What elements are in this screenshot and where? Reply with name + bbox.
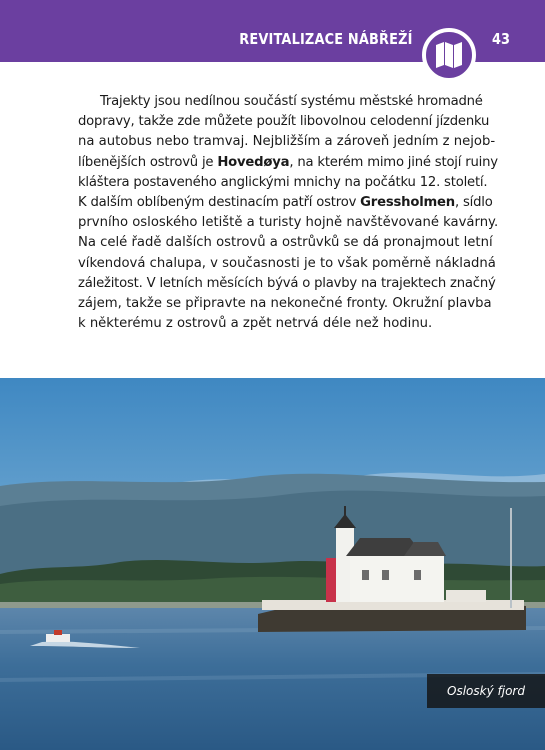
- text-line: [78, 314, 476, 334]
- text-line: [78, 173, 488, 193]
- text-line: [78, 193, 493, 213]
- text-line: [78, 274, 496, 294]
- page-number: 43: [492, 30, 510, 48]
- text-segment: líbenějších ostrovů je: [78, 154, 218, 170]
- text-segment: , sídlo: [455, 195, 493, 211]
- section-title: REVITALIZACE NÁBŘEŽÍ: [239, 30, 413, 48]
- text-line: [78, 112, 490, 132]
- text-segment: na autobus nebo tramvaj. Nejbližším a zároveň jedním z nejob-: [78, 134, 496, 150]
- body-paragraph: [78, 92, 499, 334]
- text-segment: dopravy, takže zde můžete použít libovolnou celodenní jízdenku: [78, 114, 490, 130]
- text-segment: kláštera postaveného anglickými mnichy na počátku 12. století.: [78, 174, 488, 190]
- text-segment: Trajekty jsou nedílnou součástí systému městské hromadné: [100, 94, 483, 109]
- text-segment: záležitost. V letních měsících bývá o plavby na trajektech značný: [78, 275, 496, 291]
- map-icon: [434, 42, 464, 68]
- text-segment: Na celé řadě dalších ostrovů a ostrůvků se dá pronajmout letní: [78, 235, 493, 251]
- text-line: [78, 153, 498, 173]
- text-segment: k některému z ostrovů a zpět netrvá déle než hodinu.: [78, 316, 433, 332]
- text-line: [78, 213, 499, 233]
- text-line: [78, 233, 493, 253]
- text-segment: K dalším oblíbeným destinacím patří ostrov: [78, 195, 361, 211]
- text-line: [78, 92, 483, 112]
- section-badge: [422, 28, 476, 82]
- text-segment: zájem, takže se připravte na nekonečné fronty. Okružní plavba: [78, 296, 492, 312]
- place-name: Hovedøya: [217, 154, 290, 170]
- text-line: [78, 254, 496, 274]
- text-line: [78, 294, 492, 314]
- text-segment: prvního osloského letiště a turisty hojně navštěvované kavárny.: [78, 215, 499, 231]
- place-name: Gressholmen: [360, 195, 455, 211]
- text-segment: , na kterém mimo jiné stojí ruiny: [289, 154, 498, 170]
- text-segment: víkendová chalupa, v současnosti je to však poměrně nákladná: [78, 255, 496, 271]
- photo-caption: Osloský fjord: [427, 674, 545, 708]
- text-line: [78, 132, 496, 152]
